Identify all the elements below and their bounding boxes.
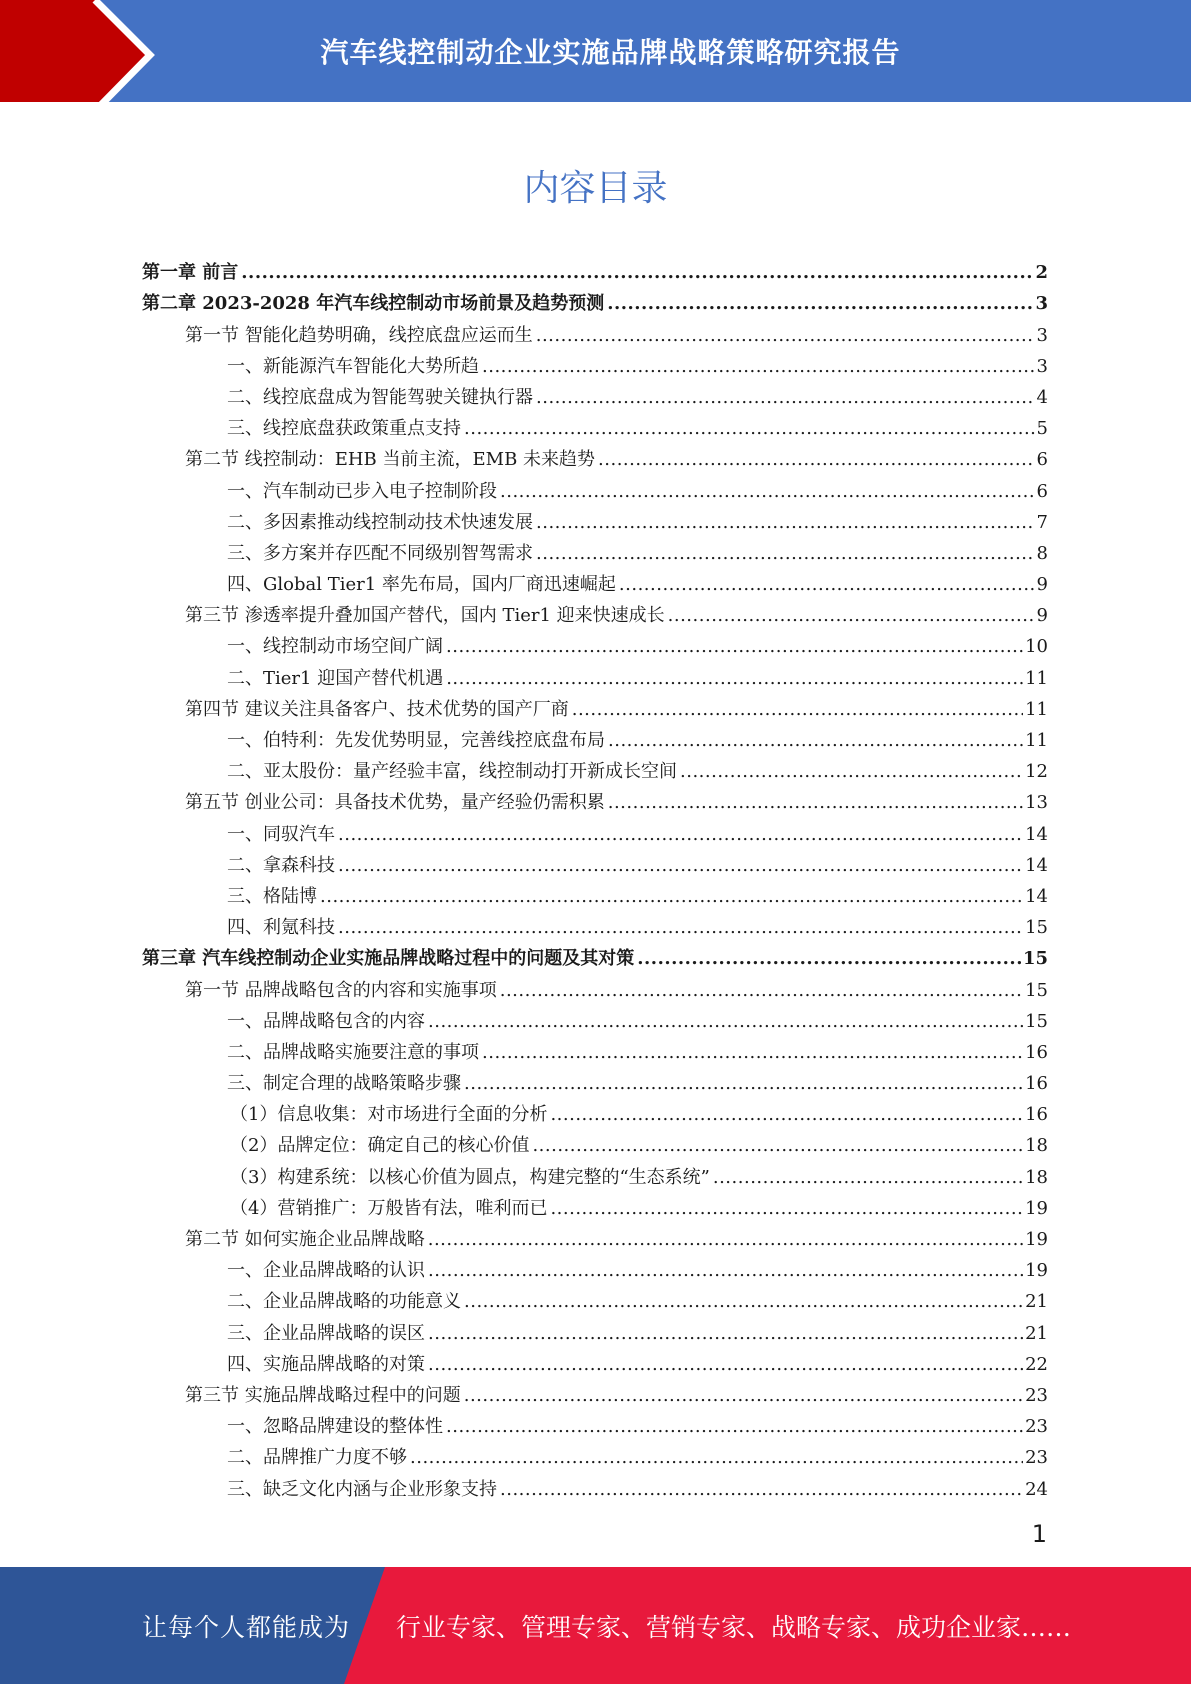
toc-entry-label: 第二节 如何实施企业品牌战略	[185, 1229, 425, 1250]
toc-entry-label: 三、多方案并存匹配不同级别智驾需求	[227, 542, 533, 564]
toc-entry[interactable]	[142, 814, 1048, 845]
toc-entry[interactable]	[142, 1282, 1048, 1313]
toc-entry-label: 一、忽略品牌建设的整体性	[227, 1416, 443, 1438]
toc-entry-page: 15	[1025, 917, 1048, 939]
toc-entry-label: 一、企业品牌战略的认识	[227, 1260, 425, 1282]
toc-dot-leader	[482, 356, 1035, 378]
toc-entry-label: 二、品牌战略实施要注意的事项	[227, 1041, 479, 1063]
toc-dot-leader	[550, 1198, 1023, 1220]
toc-dot-leader	[500, 481, 1035, 503]
toc-entry-page: 23	[1025, 1384, 1048, 1406]
report-title: 汽车线控制动企业实施品牌战略策略研究报告	[320, 36, 901, 69]
toc-entry-label: 第三节 实施品牌战略过程中的问题	[185, 1384, 461, 1406]
toc-dot-leader	[446, 1416, 1023, 1438]
toc-entry-label: 一、新能源汽车智能化大势所趋	[227, 355, 479, 377]
toc-entry-label: 三、缺乏文化内涵与企业形象支持	[227, 1478, 497, 1500]
toc-entry[interactable]	[142, 378, 1048, 409]
toc-entry-label: 一、同驭汽车	[227, 823, 335, 845]
toc-entry-page: 11	[1025, 730, 1048, 751]
toc-entry-label: （4）营销推广：万般皆有法，唯利而已	[230, 1197, 548, 1219]
toc-dot-leader	[464, 418, 1035, 440]
toc-entry[interactable]	[142, 846, 1048, 877]
toc-entry-label: 三、制定合理的战略策略步骤	[227, 1073, 461, 1095]
toc-entry[interactable]	[142, 1126, 1048, 1157]
toc-dot-leader	[500, 1479, 1023, 1501]
toc-entry[interactable]	[142, 1157, 1048, 1188]
toc-entry-page: 15	[1022, 948, 1048, 970]
toc-entry[interactable]	[142, 503, 1048, 534]
toc-entry[interactable]	[142, 877, 1048, 908]
toc-dot-leader	[607, 293, 1033, 315]
toc-entry-label: 一、伯特利：先发优势明显，完善线控底盘布局	[227, 730, 605, 751]
toc-entry[interactable]	[142, 253, 1048, 284]
toc-dot-leader	[446, 636, 1023, 658]
toc-entry-label: 三、线控底盘获政策重点支持	[227, 418, 461, 440]
toc-entry[interactable]	[142, 1376, 1048, 1407]
toc-entry-page: 3	[1036, 355, 1048, 377]
toc-dot-leader	[428, 1354, 1023, 1376]
toc-entry[interactable]	[142, 1189, 1048, 1220]
page-footer	[0, 1567, 1191, 1684]
toc-entry[interactable]	[142, 565, 1048, 596]
toc-entry-label: 第四节 建议关注具备客户、技术优势的国产厂商	[185, 698, 569, 720]
toc-entry-page: 8	[1036, 542, 1048, 564]
toc-entry-page: 14	[1025, 823, 1048, 845]
toc-entry-label: 二、Tier1 迎国产替代机遇	[227, 667, 444, 689]
toc-entry-label: （2）品牌定位：确定自己的核心价值	[230, 1135, 530, 1157]
toc-dot-leader	[482, 1042, 1023, 1064]
toc-entry-label: 第一节 品牌战略包含的内容和实施事项	[185, 979, 497, 1001]
toc-entry-page: 5	[1036, 418, 1048, 440]
toc-entry[interactable]	[142, 534, 1048, 565]
toc-entry-label: 一、品牌战略包含的内容	[227, 1010, 425, 1032]
toc-dot-leader	[536, 387, 1035, 409]
toc-entry-label: （3）构建系统：以核心价值为圆点，构建完整的“生态系统”	[230, 1166, 710, 1188]
toc-dot-leader	[428, 1323, 1023, 1345]
toc-entry-label: 二、品牌推广力度不够	[227, 1447, 407, 1469]
toc-dot-leader	[464, 1073, 1023, 1095]
toc-entry-page: 7	[1036, 511, 1048, 533]
toc-entry[interactable]	[142, 1002, 1048, 1033]
toc-dot-leader	[713, 1167, 1023, 1189]
toc-entry[interactable]	[142, 690, 1048, 721]
toc-entry-page: 10	[1025, 636, 1048, 658]
toc-entry[interactable]	[142, 1407, 1048, 1438]
toc-entry-label: 一、汽车制动已步入电子控制阶段	[227, 480, 497, 502]
toc-entry-page: 14	[1025, 885, 1048, 907]
toc-entry-label: 第二节 线控制动：EHB 当前主流，EMB 未来趋势	[185, 449, 596, 471]
toc-entry-label: 第二章 2023-2028 年汽车线控制动市场前景及趋势预测	[142, 293, 605, 315]
toc-entry-label: 第一章 前言	[142, 262, 239, 284]
toc-entry-label: 第五节 创业公司：具备技术优势，量产经验仍需积累	[185, 792, 605, 814]
toc-dot-leader	[637, 948, 1021, 970]
footer-slogan-right: 行业专家、管理专家、营销专家、战略专家、成功企业家……	[396, 1612, 1072, 1642]
toc-entry-page: 2	[1035, 262, 1048, 284]
toc-entry-page: 23	[1025, 1447, 1048, 1469]
toc-entry-label: 第三章 汽车线控制动企业实施品牌战略过程中的问题及其对策	[142, 948, 635, 970]
toc-dot-leader	[428, 1260, 1023, 1282]
toc-dot-leader	[338, 917, 1023, 939]
toc-dot-leader	[598, 449, 1035, 471]
toc-entry[interactable]	[142, 908, 1048, 939]
toc-dot-leader	[608, 730, 1023, 752]
toc-entry-page: 18	[1025, 1166, 1048, 1188]
toc-dot-leader	[500, 980, 1023, 1002]
toc-entry-page: 6	[1036, 480, 1048, 502]
toc-entry-page: 16	[1025, 1104, 1048, 1126]
toc-entry-page: 15	[1025, 1010, 1048, 1032]
toc-dot-leader	[608, 792, 1023, 814]
toc-entry-page: 14	[1025, 854, 1048, 876]
toc-entry[interactable]	[142, 596, 1048, 627]
toc-entry-page: 21	[1025, 1291, 1048, 1313]
toc-entry-label: （1）信息收集：对市场进行全面的分析	[230, 1104, 548, 1126]
table-of-contents	[142, 253, 1048, 1501]
toc-dot-leader	[338, 824, 1023, 846]
toc-dot-leader	[536, 512, 1035, 534]
toc-entry-page: 11	[1025, 667, 1048, 689]
toc-entry[interactable]	[142, 939, 1048, 970]
toc-entry[interactable]	[142, 970, 1048, 1001]
toc-entry-page: 12	[1025, 761, 1048, 783]
toc-entry-page: 19	[1025, 1229, 1048, 1250]
toc-entry-page: 21	[1025, 1322, 1048, 1344]
page-number: 1	[1031, 1520, 1047, 1548]
toc-entry-page: 3	[1035, 293, 1048, 315]
toc-entry[interactable]	[142, 1438, 1048, 1469]
toc-entry[interactable]	[142, 315, 1048, 346]
toc-entry[interactable]	[142, 471, 1048, 502]
toc-entry-page: 18	[1025, 1135, 1048, 1157]
toc-entry[interactable]	[142, 721, 1048, 752]
toc-entry-label: 二、多因素推动线控制动技术快速发展	[227, 511, 533, 533]
toc-entry[interactable]	[142, 752, 1048, 783]
toc-dot-leader	[338, 855, 1023, 877]
toc-entry-label: 四、Global Tier1 率先布局，国内厂商迅速崛起	[227, 574, 616, 596]
toc-entry-page: 16	[1025, 1041, 1048, 1063]
toc-entry-page: 9	[1036, 605, 1048, 627]
toc-entry-page: 9	[1036, 574, 1048, 596]
toc-entry[interactable]	[142, 658, 1048, 689]
toc-dot-leader	[320, 886, 1023, 908]
toc-entry-page: 3	[1036, 324, 1048, 346]
toc-dot-leader	[619, 574, 1035, 596]
toc-entry-label: 三、格陆博	[227, 885, 317, 907]
toc-dot-leader	[680, 761, 1023, 783]
toc-entry[interactable]	[142, 1313, 1048, 1344]
toc-entry-label: 一、线控制动市场空间广阔	[227, 636, 443, 658]
toc-heading: 内容目录	[523, 168, 668, 209]
toc-entry-label: 第一节 智能化趋势明确，线控底盘应运而生	[185, 324, 533, 346]
toc-dot-leader	[572, 699, 1023, 721]
toc-entry-label: 二、线控底盘成为智能驾驶关键执行器	[227, 386, 533, 408]
toc-dot-leader	[464, 1291, 1023, 1313]
toc-entry-page: 6	[1036, 449, 1048, 471]
toc-dot-leader	[428, 1229, 1023, 1251]
toc-dot-leader	[532, 1135, 1023, 1157]
toc-dot-leader	[428, 1011, 1023, 1033]
toc-dot-leader	[241, 262, 1033, 284]
toc-dot-leader	[536, 543, 1035, 565]
toc-entry[interactable]	[142, 1220, 1048, 1251]
toc-entry[interactable]	[142, 783, 1048, 814]
toc-dot-leader	[464, 1385, 1023, 1407]
toc-dot-leader	[410, 1447, 1023, 1469]
toc-entry-label: 第三节 渗透率提升叠加国产替代，国内 Tier1 迎来快速成长	[185, 605, 665, 627]
toc-entry-page: 16	[1025, 1073, 1048, 1095]
toc-entry[interactable]	[142, 1095, 1048, 1126]
page-header	[0, 0, 1191, 111]
toc-entry-page: 19	[1025, 1260, 1048, 1282]
toc-entry-label: 三、企业品牌战略的误区	[227, 1322, 425, 1344]
toc-entry-page: 24	[1025, 1478, 1048, 1500]
toc-entry-page: 4	[1036, 386, 1048, 408]
toc-entry[interactable]	[142, 1345, 1048, 1376]
toc-entry-page: 23	[1025, 1416, 1048, 1438]
toc-entry[interactable]	[142, 409, 1048, 440]
toc-dot-leader	[550, 1104, 1023, 1126]
toc-entry[interactable]	[142, 440, 1048, 471]
footer-slogan-left: 让每个人都能成为	[142, 1612, 351, 1642]
toc-entry-label: 二、企业品牌战略的功能意义	[227, 1291, 461, 1313]
toc-entry-label: 四、利氪科技	[227, 917, 335, 939]
toc-entry-page: 19	[1025, 1197, 1048, 1219]
toc-dot-leader	[536, 325, 1035, 347]
toc-dot-leader	[446, 668, 1023, 690]
toc-entry-page: 13	[1025, 792, 1048, 814]
toc-entry[interactable]	[142, 1064, 1048, 1095]
toc-entry[interactable]	[142, 1251, 1048, 1282]
toc-entry-label: 二、亚太股份：量产经验丰富，线控制动打开新成长空间	[227, 761, 677, 783]
toc-entry-label: 二、拿森科技	[227, 854, 335, 876]
toc-entry[interactable]	[142, 1469, 1048, 1500]
toc-entry-page: 11	[1025, 698, 1048, 720]
toc-entry-label: 四、实施品牌战略的对策	[227, 1353, 425, 1375]
toc-entry-page: 15	[1025, 979, 1048, 1001]
toc-entry-page: 22	[1025, 1353, 1048, 1375]
toc-entry[interactable]	[142, 347, 1048, 378]
toc-entry[interactable]	[142, 284, 1048, 315]
toc-entry[interactable]	[142, 1033, 1048, 1064]
toc-entry[interactable]	[142, 627, 1048, 658]
toc-dot-leader	[668, 605, 1035, 627]
